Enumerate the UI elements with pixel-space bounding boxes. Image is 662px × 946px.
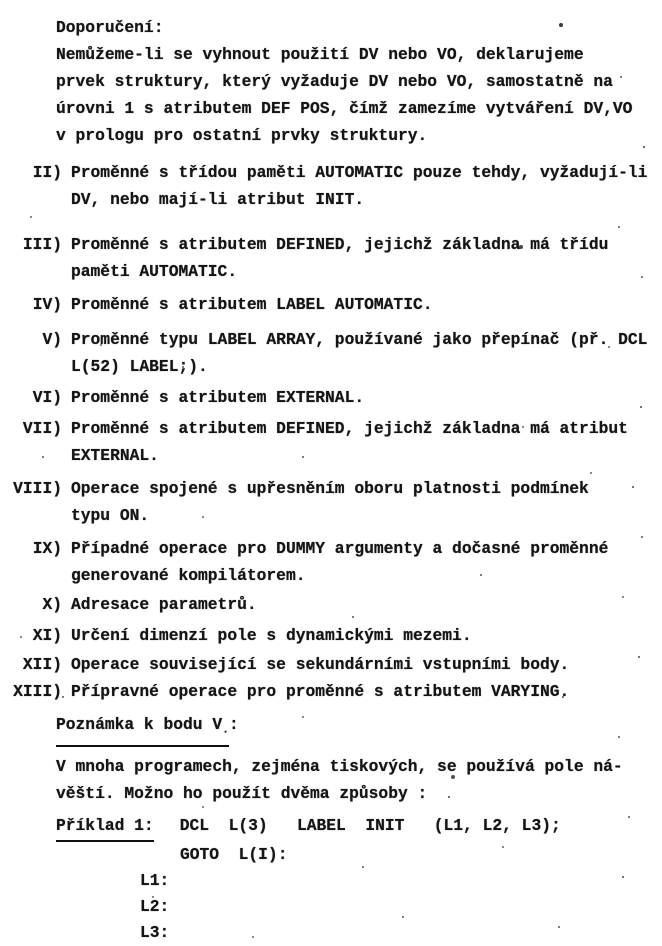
text-line: L(52) LABEL;). <box>71 357 208 376</box>
item-text <box>71 591 257 618</box>
item-numeral: III) <box>22 235 62 254</box>
text-line: EXTERNAL. <box>71 446 159 465</box>
item-numeral: XI) <box>32 626 62 645</box>
item-numeral: II) <box>32 163 62 182</box>
item-text <box>71 678 569 705</box>
list-item <box>0 159 662 213</box>
item-text <box>71 415 628 469</box>
item-numeral: V) <box>42 330 62 349</box>
example-section <box>56 813 662 946</box>
list-item <box>0 326 662 380</box>
item-text <box>71 384 364 411</box>
note-heading-underline <box>56 711 229 747</box>
item-numeral: X) <box>42 595 62 614</box>
example-first-row <box>56 813 662 842</box>
note-heading-text: Poznámka k bodu V <box>56 715 223 734</box>
item-numeral: XII) <box>22 655 62 674</box>
text-line: úrovni 1 s atributem DEF POS, čímž zamezíme vytváření DV,VO <box>56 99 633 118</box>
text-line: prvek struktury, který vyžaduje DV nebo VO, samostatně na <box>56 72 613 91</box>
recommendation-section <box>56 14 662 149</box>
item-text <box>71 622 472 649</box>
text-line: Operace související se sekundárními vstupními body. <box>71 655 570 674</box>
text-line: Proměnné s atributem DEFINED, jejichž základna má třídu <box>71 235 609 254</box>
list-item <box>0 678 662 705</box>
item-numeral: IV) <box>32 295 62 314</box>
text-line: Proměnné s atributem DEFINED, jejichž základna má atribut <box>71 419 628 438</box>
text-line: typu ON. <box>71 506 150 525</box>
text-line: Proměnné s třídou paměti AUTOMATIC pouze tehdy, vyžadují-li <box>71 163 648 182</box>
code-line: DCL L(3) LABEL INIT (L1, L2, L3); <box>179 816 561 836</box>
note-heading-colon: : <box>228 715 239 734</box>
text-line: věští. Možno ho použít dvěma způsoby : <box>56 784 428 804</box>
text-line: paměti AUTOMATIC. <box>71 262 238 281</box>
item-text <box>71 159 647 213</box>
note-heading <box>56 711 662 747</box>
text-line: Operace spojené s upřesněním oboru platnosti podmínek <box>71 479 589 498</box>
text-line: Proměnné typu LABEL ARRAY, používané jako přepínač (př. DCL <box>71 330 648 349</box>
item-text <box>71 535 608 589</box>
text-line: Adresace parametrů. <box>71 595 257 614</box>
list-item <box>0 651 662 678</box>
item-numeral: XIII) <box>13 682 62 701</box>
numbered-list <box>0 159 662 705</box>
list-item <box>0 384 662 411</box>
item-numeral: VIII) <box>13 479 62 498</box>
note-paragraph <box>56 753 662 807</box>
note-section <box>56 711 662 747</box>
note-heading-subscript: . <box>222 724 229 737</box>
text-line: Určení dimenzí pole s dynamickými mezemi. <box>71 626 472 645</box>
text-line: Případné operace pro DUMMY argumenty a dočasné proměnné <box>71 539 609 558</box>
text-line: generované kompilátorem. <box>71 566 306 585</box>
code-line: GOTO L(I): <box>180 845 288 865</box>
item-numeral: VI) <box>32 388 62 407</box>
text-line: v prologu pro ostatní prvky struktury. <box>56 126 428 145</box>
list-item <box>0 291 662 318</box>
list-item <box>0 535 662 589</box>
text-line: Přípravné operace pro proměnné s atributem VARYING. <box>71 682 570 701</box>
list-item <box>0 591 662 618</box>
item-numeral: VII) <box>22 419 62 438</box>
text-line: DV, nebo mají-li atribut INIT. <box>71 190 365 209</box>
list-item <box>0 415 662 469</box>
item-text <box>71 231 608 285</box>
text-line: V mnoha programech, zejména tiskových, se používá pole ná- <box>56 757 623 777</box>
list-item <box>0 622 662 649</box>
code-label: L1: <box>140 871 170 891</box>
document-page <box>0 14 662 946</box>
text-line: Proměnné s atributem LABEL AUTOMATIC. <box>71 295 433 314</box>
item-text <box>71 475 589 529</box>
item-text <box>71 326 647 380</box>
item-text <box>71 291 433 318</box>
text-line: Proměnné s atributem EXTERNAL. <box>71 388 365 407</box>
list-item <box>0 231 662 285</box>
code-label: L2: <box>140 897 170 917</box>
recommendation-heading: Doporučení: <box>56 18 164 37</box>
example-label: Příklad 1: <box>56 813 154 842</box>
text-line: Nemůžeme-li se vyhnout použití DV nebo VO, deklarujeme <box>56 45 584 64</box>
item-numeral: IX) <box>32 539 62 558</box>
list-item <box>0 475 662 529</box>
code-label: L3: <box>140 923 170 943</box>
item-text <box>71 651 569 678</box>
